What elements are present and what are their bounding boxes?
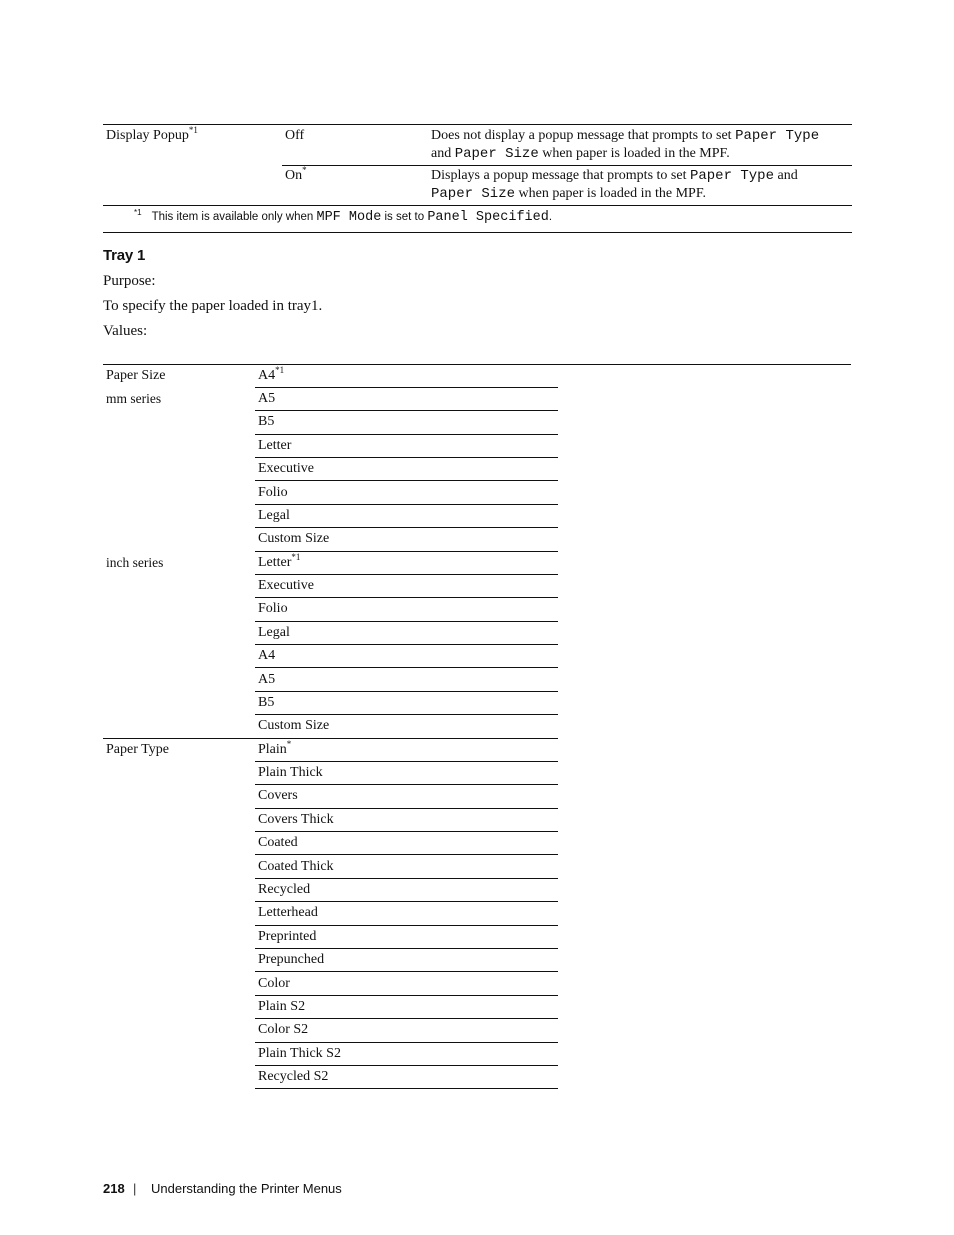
paper-type-option <box>255 973 558 996</box>
paper-size-option <box>255 482 558 505</box>
paper-size-option <box>255 528 558 551</box>
paper-type-option <box>255 996 558 1019</box>
paper-size-option <box>255 411 558 434</box>
option-label: A4 <box>258 648 276 664</box>
values-label: Values: <box>103 323 148 339</box>
page-number: 218 <box>103 1181 125 1196</box>
paper-type-option <box>255 926 558 949</box>
option-label: Executive <box>258 461 314 477</box>
paper-type-option <box>255 785 558 808</box>
table-bottom-border <box>103 232 852 233</box>
option-label: A4$^{*1}$ <box>258 364 285 383</box>
option-label: Plain S2 <box>258 998 306 1014</box>
paper-type-option <box>255 1043 558 1066</box>
paper-size-option <box>255 692 558 715</box>
paper-type-label: Paper Type <box>106 742 169 757</box>
option-label: Letter$^{*1}$ <box>258 551 301 570</box>
option-label: A5 <box>258 671 276 687</box>
option-label: A5 <box>258 390 276 406</box>
paper-type-option <box>255 879 558 902</box>
inch-series-label: inch series <box>106 555 164 570</box>
paper-type-option <box>255 809 558 832</box>
option-label: Preprinted <box>258 928 317 944</box>
paper-size-option <box>255 645 558 668</box>
paper-size-option <box>255 575 558 598</box>
paper-type-option <box>255 739 558 762</box>
option-label: Color <box>258 975 290 991</box>
row-divider <box>282 165 852 166</box>
paper-size-option <box>255 622 558 645</box>
purpose-text: To specify the paper loaded in tray1. <box>103 298 323 314</box>
row-divider <box>103 205 852 206</box>
value-on: On* <box>285 165 307 183</box>
paper-size-option <box>255 388 558 411</box>
paper-size-option <box>255 669 558 692</box>
footer-separator: | <box>133 1181 137 1196</box>
purpose-label: Purpose: <box>103 273 156 289</box>
option-label: Coated <box>258 835 298 851</box>
paper-size-option <box>255 598 558 621</box>
option-label: Recycled <box>258 881 311 897</box>
paper-size-option <box>255 552 558 575</box>
setting-label: Display Popup$^{*1}$ <box>106 125 198 143</box>
paper-type-option <box>255 902 558 925</box>
paper-type-option <box>255 1019 558 1042</box>
paper-type-option <box>255 856 558 879</box>
desc-on: Displays a popup message that prompts to set Paper Type and Paper Size when paper is loaded in the MPF. <box>431 168 798 202</box>
desc-off: Does not display a popup message that prompts to set Paper Type and Paper Size when paper is loaded in the MPF. <box>431 128 820 162</box>
option-label: Color S2 <box>258 1022 309 1038</box>
value-off: Off <box>285 128 305 143</box>
paper-size-option <box>255 505 558 528</box>
option-label: Custom Size <box>258 531 330 547</box>
section-title: Tray 1 <box>103 247 146 264</box>
paper-size-option <box>255 365 558 388</box>
option-label: Letter <box>258 437 292 453</box>
option-label: Plain* <box>258 738 292 757</box>
paper-size-label: Paper Size <box>106 368 166 383</box>
option-label: Covers <box>258 788 298 804</box>
option-label: Letterhead <box>258 905 318 921</box>
option-label: Recycled S2 <box>258 1069 329 1085</box>
footnote: $^{*1}$ This item is available only when MPF Mode is set to Panel Specified. <box>134 208 553 225</box>
option-label: Legal <box>258 507 290 523</box>
paper-size-option <box>255 435 558 458</box>
option-label: Custom Size <box>258 718 330 734</box>
option-label: Executive <box>258 577 314 593</box>
paper-type-option <box>255 1066 558 1089</box>
option-label: B5 <box>258 414 275 430</box>
option-label: B5 <box>258 694 275 710</box>
option-label: Plain Thick S2 <box>258 1045 341 1061</box>
chapter-title: Understanding the Printer Menus <box>151 1181 342 1196</box>
option-label: Prepunched <box>258 952 325 968</box>
option-label: Plain Thick <box>258 764 323 780</box>
paper-type-option <box>255 832 558 855</box>
option-label: Folio <box>258 601 288 617</box>
paper-type-option <box>255 949 558 972</box>
paper-type-option <box>255 762 558 785</box>
option-label: Coated Thick <box>258 858 334 874</box>
mm-series-label: mm series <box>106 391 162 406</box>
option-label: Covers Thick <box>258 811 334 827</box>
table-top-border <box>103 124 852 125</box>
option-label: Folio <box>258 484 288 500</box>
paper-size-option <box>255 458 558 481</box>
option-label: Legal <box>258 624 290 640</box>
paper-size-option <box>255 715 558 738</box>
